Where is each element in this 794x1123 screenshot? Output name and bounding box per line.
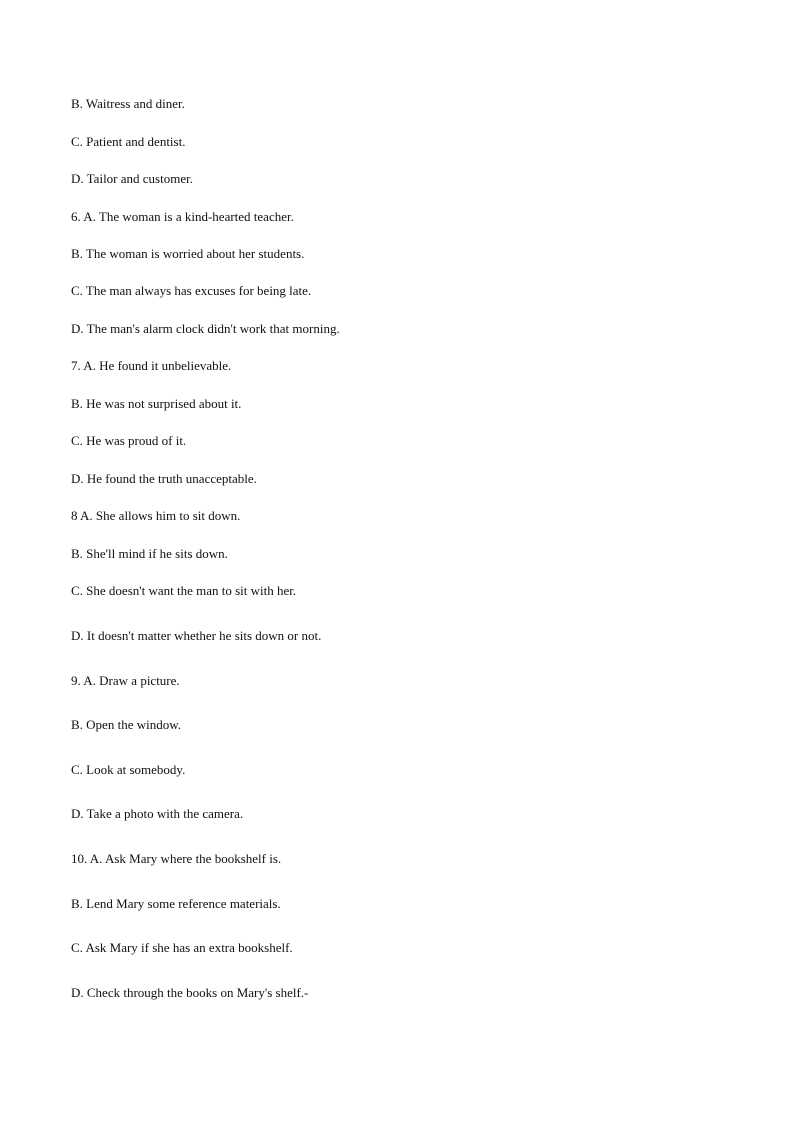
option-6d: D. The man's alarm clock didn't work that morning. (71, 321, 340, 336)
option-8c: C. She doesn't want the man to sit with her. (71, 583, 297, 598)
option-6c: C. The man always has excuses for being late. (71, 283, 312, 298)
option-10d: D. Check through the books on Mary's shelf.- (71, 985, 309, 1000)
option-9b: B. Open the window. (71, 717, 182, 732)
option-7b: B. He was not surprised about it. (71, 396, 242, 411)
question-7-option-a: 7. A. He found it unbelievable. (71, 358, 232, 373)
option-9c: C. Look at somebody. (71, 762, 186, 777)
option-6b: B. The woman is worried about her students. (71, 246, 305, 261)
option-8d: D. It doesn't matter whether he sits down or not. (71, 628, 322, 643)
option-10c: C. Ask Mary if she has an extra bookshelf. (71, 940, 293, 955)
option-5b: B. Waitress and diner. (71, 96, 185, 111)
question-8-option-a: 8 A. She allows him to sit down. (71, 508, 241, 523)
option-7c: C. He was proud of it. (71, 433, 187, 448)
option-9d: D. Take a photo with the camera. (71, 806, 244, 821)
option-8b: B. She'll mind if he sits down. (71, 546, 228, 561)
option-10b: B. Lend Mary some reference materials. (71, 896, 281, 911)
option-5d: D. Tailor and customer. (71, 171, 193, 186)
option-5c: C. Patient and dentist. (71, 134, 186, 149)
option-7d: D. He found the truth unacceptable. (71, 471, 257, 486)
question-6-option-a: 6. A. The woman is a kind-hearted teacher. (71, 209, 294, 224)
question-10-option-a: 10. A. Ask Mary where the bookshelf is. (71, 851, 282, 866)
question-9-option-a: 9. A. Draw a picture. (71, 673, 180, 688)
